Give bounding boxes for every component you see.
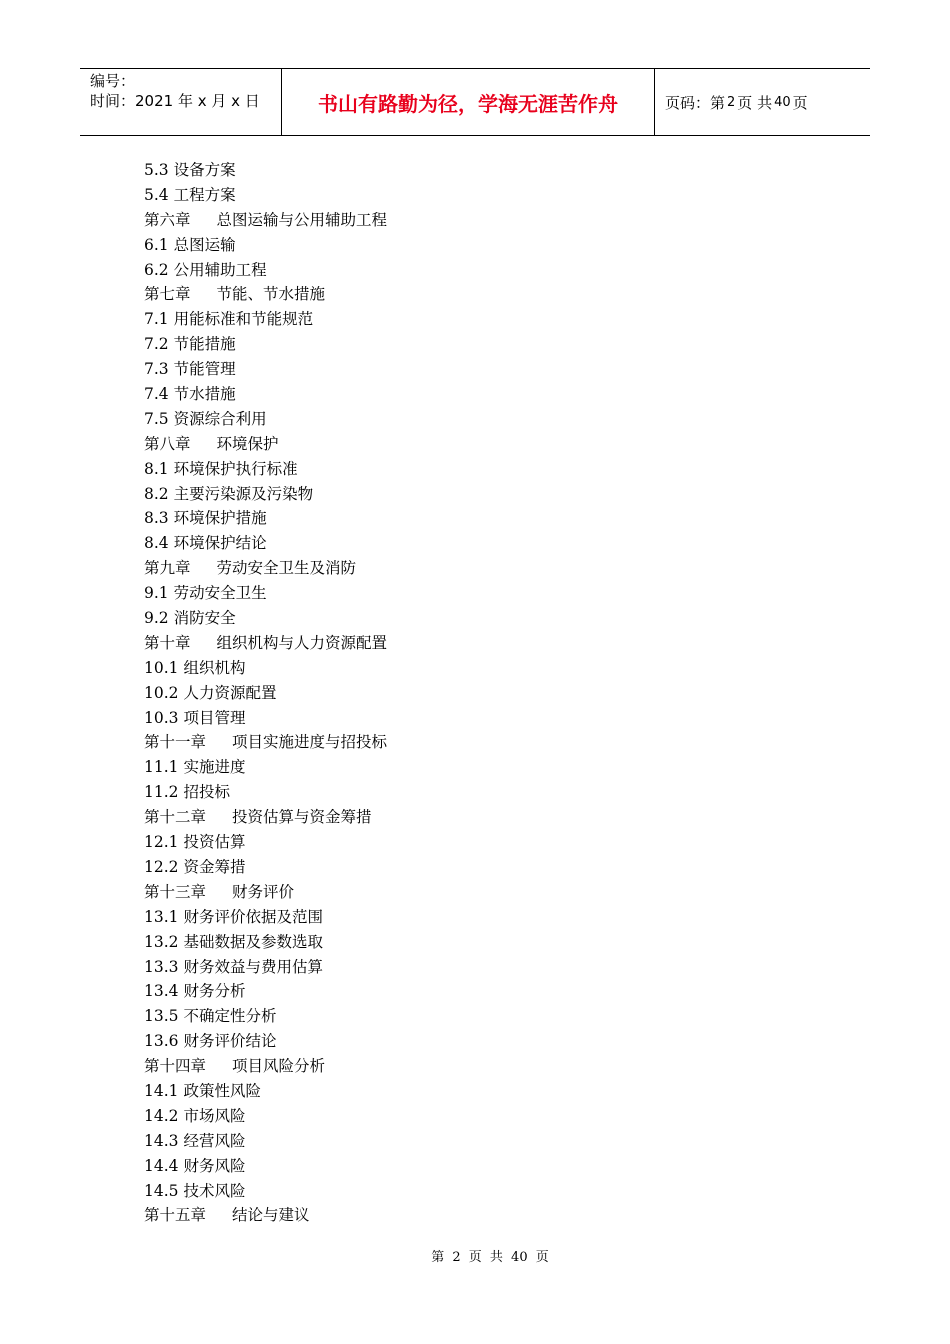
chapter-title: 投资估算与资金筹措	[232, 808, 372, 827]
toc-section-item: 10.2 人力资源配置	[144, 683, 277, 702]
toc-section-item: 11.2 招投标	[144, 783, 230, 802]
toc-section-item: 14.1 政策性风险	[144, 1081, 261, 1100]
toc-section-item: 7.2 节能措施	[144, 335, 236, 354]
chapter-title: 结论与建议	[232, 1206, 310, 1225]
chapter-title: 财务评价	[232, 882, 295, 901]
toc-chapter-heading	[144, 631, 387, 656]
table-of-contents	[144, 158, 387, 1228]
header-meta	[90, 71, 260, 111]
chapter-title: 环境保护	[216, 434, 279, 453]
toc-section-item: 10.3 项目管理	[144, 708, 246, 727]
toc-section-item: 10.1 组织机构	[144, 658, 246, 677]
page-suffix: 页	[792, 93, 808, 112]
chapter-number: 第十二章	[144, 808, 207, 827]
toc-section-item: 13.4 财务分析	[144, 982, 246, 1001]
toc-section-item: 7.4 节水措施	[144, 385, 236, 404]
toc-chapter-heading	[144, 1203, 387, 1228]
chapter-number: 第十四章	[144, 1057, 207, 1076]
document-date: 时间：2021 年 x 月 x 日	[90, 92, 260, 110]
toc-section-item: 14.4 财务风险	[144, 1156, 246, 1175]
toc-section-item: 8.2 主要污染源及污染物	[144, 484, 314, 503]
page-prefix: 页码：第	[665, 93, 726, 112]
chapter-title: 劳动安全卫生及消防	[216, 559, 357, 578]
header-divider	[654, 69, 655, 135]
toc-section-item: 8.4 环境保护结论	[144, 534, 267, 553]
chapter-number: 第十五章	[144, 1206, 207, 1225]
toc-section-item: 8.1 环境保护执行标准	[144, 459, 298, 478]
toc-chapter-heading	[144, 282, 387, 307]
toc-section-item: 13.6 财务评价结论	[144, 1032, 277, 1051]
chapter-number: 第十一章	[144, 733, 207, 752]
toc-chapter-heading	[144, 208, 387, 233]
toc-chapter-heading	[144, 432, 387, 457]
toc-chapter-heading	[144, 805, 387, 830]
chapter-title: 项目实施进度与招投标	[232, 733, 388, 752]
toc-section-item: 14.3 经营风险	[144, 1131, 246, 1150]
page-total: 40	[774, 94, 791, 110]
toc-section-item: 11.1 实施进度	[144, 758, 246, 777]
toc-section-item: 5.3 设备方案	[144, 161, 236, 179]
toc-section-item: 7.1 用能标准和节能规范	[144, 310, 314, 329]
toc-section-item: 6.2 公用辅助工程	[144, 260, 267, 279]
toc-section-item: 12.1 投资估算	[144, 833, 246, 852]
toc-section-item: 14.5 技术风险	[144, 1181, 246, 1200]
toc-section-item: 12.2 资金筹措	[144, 857, 246, 876]
toc-section-item: 6.1 总图运输	[144, 235, 236, 254]
page-current: 2	[727, 94, 736, 110]
chapter-number: 第六章	[144, 210, 191, 229]
header-motto: 书山有路勤为径，学海无涯苦作舟	[318, 91, 618, 116]
toc-chapter-heading	[144, 730, 387, 755]
page-header	[80, 68, 870, 136]
toc-section-item: 7.5 资源综合利用	[144, 409, 267, 428]
chapter-number: 第八章	[144, 434, 191, 453]
chapter-title: 组织机构与人力资源配置	[216, 633, 388, 652]
chapter-title: 项目风险分析	[232, 1057, 326, 1076]
toc-section-item: 13.2 基础数据及参数选取	[144, 932, 323, 951]
toc-section-item: 5.4 工程方案	[144, 185, 236, 204]
chapter-number: 第九章	[144, 559, 191, 578]
toc-chapter-heading	[144, 1054, 387, 1079]
chapter-title: 节能、节水措施	[216, 285, 326, 304]
chapter-number: 第十章	[144, 633, 191, 652]
toc-section-item: 13.3 财务效益与费用估算	[144, 957, 323, 976]
chapter-number: 第十三章	[144, 882, 207, 901]
toc-section-item: 9.2 消防安全	[144, 609, 236, 628]
toc-section-item: 9.1 劳动安全卫生	[144, 584, 267, 603]
chapter-number: 第七章	[144, 285, 191, 304]
toc-section-item: 14.2 市场风险	[144, 1106, 246, 1125]
toc-chapter-heading	[144, 556, 387, 581]
toc-section-item: 13.5 不确定性分析	[144, 1007, 277, 1026]
chapter-title: 总图运输与公用辅助工程	[216, 210, 388, 229]
page-footer: 第 2 页 共 40 页	[431, 1250, 549, 1265]
header-page-info	[665, 69, 808, 135]
page-middle: 页 共	[737, 93, 773, 112]
toc-section-item: 13.1 财务评价依据及范围	[144, 907, 323, 926]
toc-chapter-heading	[144, 880, 387, 905]
toc-section-item: 7.3 节能管理	[144, 360, 236, 379]
document-number-label: 编号：	[90, 72, 136, 90]
toc-section-item: 8.3 环境保护措施	[144, 509, 267, 528]
